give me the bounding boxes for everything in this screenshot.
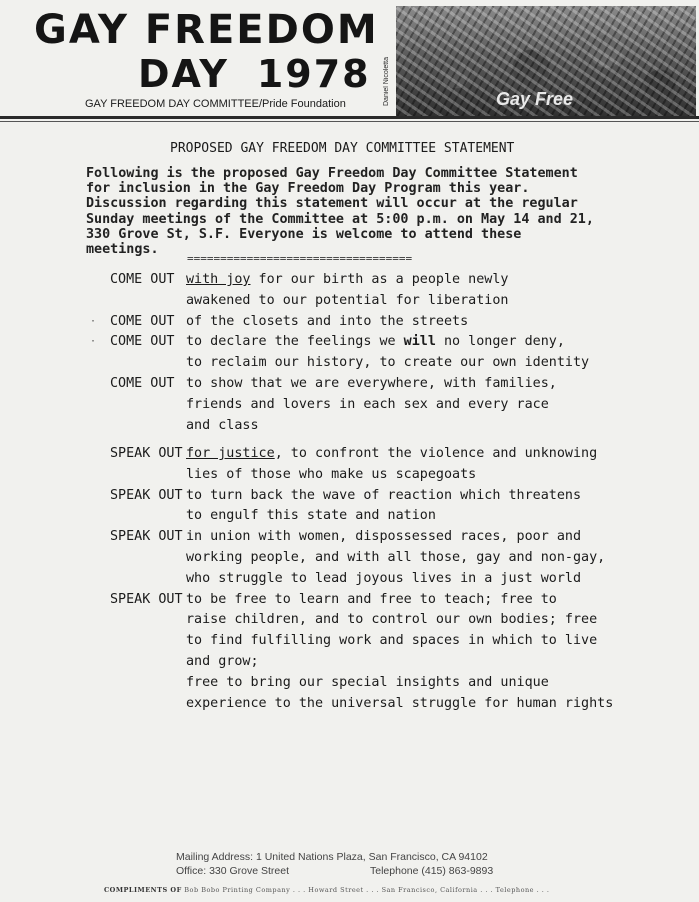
statement-text: to turn back the wave of reaction which threatens — [186, 487, 582, 503]
statement-line — [110, 486, 690, 507]
statement-line: friends and lovers in each sex and every race — [186, 396, 549, 412]
intro-paragraph — [86, 166, 656, 257]
photo-banner-text: Gay Free — [496, 89, 574, 109]
printer-credit — [104, 884, 584, 896]
statement-line: to engulf this state and nation — [186, 508, 436, 524]
statement-line: free to bring our special insights and unique — [186, 674, 549, 690]
compliments-label: COMPLIMENTS OF — [104, 886, 182, 894]
come-out-stanza — [90, 270, 690, 436]
statement-line — [90, 332, 690, 353]
statement-line: to find fulfilling work and spaces in which to live — [186, 633, 598, 649]
statement-text: no longer deny, — [435, 334, 565, 350]
statement-line — [110, 444, 690, 465]
office-address: Office: 330 Grove Street — [176, 865, 290, 877]
statement-line: who struggle to lead joyous lives in a just world — [186, 570, 582, 586]
statement-line — [110, 270, 690, 291]
emphasis-with-joy: with joy — [186, 272, 251, 287]
letterhead-title-line2 — [138, 52, 371, 96]
statement-line: experience to the universal struggle for human rights — [186, 695, 614, 711]
statement-text: to declare the feelings we — [186, 334, 404, 350]
mailing-address: Mailing Address: 1 United Nations Plaza, San Francisco, CA 94102 — [176, 851, 488, 863]
emphasis-for-justice: for justice — [186, 446, 275, 461]
letterhead-rule — [0, 116, 699, 119]
statement-line: and grow; — [186, 653, 259, 669]
letterhead-year: 1978 — [256, 52, 371, 96]
speak-out-label: SPEAK OUT — [110, 487, 183, 503]
speak-out-label: SPEAK OUT — [110, 591, 183, 607]
statement-line — [110, 527, 690, 548]
section-divider: ================================== — [187, 253, 413, 265]
speak-out-label: SPEAK OUT — [110, 529, 183, 545]
statement-line — [90, 312, 690, 333]
statement-text: to show that we are everywhere, with families, — [186, 375, 557, 391]
letterhead-title: GAY FREEDOM — [34, 7, 379, 53]
statement-line: and class — [186, 417, 259, 433]
speak-out-stanza — [110, 444, 690, 714]
statement-text: of the closets and into the streets — [186, 313, 469, 329]
intro-line: Sunday meetings of the Committee at 5:00 p.m. on May 14 and 21, — [86, 211, 594, 227]
intro-line: Discussion regarding this statement will occur at the regular — [86, 196, 578, 212]
come-out-label: COME OUT — [110, 272, 175, 287]
parade-photo — [396, 6, 696, 119]
come-out-label: COME OUT — [110, 375, 175, 391]
statement-text: , to confront the violence and unknowing — [274, 446, 598, 461]
photo-credit: Daniel Nicoletta — [383, 56, 390, 106]
intro-line: Following is the proposed Gay Freedom Day Committee Statement — [86, 166, 578, 181]
letterhead-rule-thin — [0, 121, 699, 122]
statement-line: lies of those who make us scapegoats — [186, 466, 477, 482]
statement-line: working people, and with all those, gay and non-gay, — [186, 549, 606, 565]
come-out-label: COME OUT — [110, 334, 175, 350]
statement-text: to be free to learn and free to teach; free to — [186, 591, 557, 607]
statement-line: awakened to our potential for liberation — [186, 292, 509, 308]
statement-line — [110, 374, 690, 395]
emphasis-will: will — [403, 334, 436, 350]
margin-dot: · — [90, 336, 97, 348]
telephone: Telephone (415) 863-9893 — [370, 865, 494, 877]
letterhead-organization: GAY FREEDOM DAY COMMITTEE/Pride Foundation — [85, 98, 346, 110]
intro-line: meetings. — [86, 241, 159, 257]
statement-heading: PROPOSED GAY FREEDOM DAY COMMITTEE STATEMENT — [170, 141, 515, 156]
statement-line — [110, 590, 690, 611]
intro-line: 330 Grove St, S.F. Everyone is welcome to attend these — [86, 226, 522, 242]
compliments-text: Bob Bobo Printing Company . . . Howard Street . . . San Francisco, California . . . Telephone . . . — [184, 886, 550, 894]
speak-out-label: SPEAK OUT — [110, 446, 183, 461]
come-out-label: COME OUT — [110, 313, 175, 329]
statement-line: raise children, and to control our own bodies; free — [186, 612, 598, 628]
statement-text: in union with women, dispossessed races, poor and — [186, 529, 582, 545]
letterhead-day: DAY — [138, 52, 229, 96]
statement-text: for our birth as a people newly — [250, 272, 509, 287]
statement-line: to reclaim our history, to create our own identity — [186, 355, 590, 371]
margin-dot: · — [90, 315, 97, 327]
intro-line: for inclusion in the Gay Freedom Day Program this year. — [86, 181, 530, 197]
